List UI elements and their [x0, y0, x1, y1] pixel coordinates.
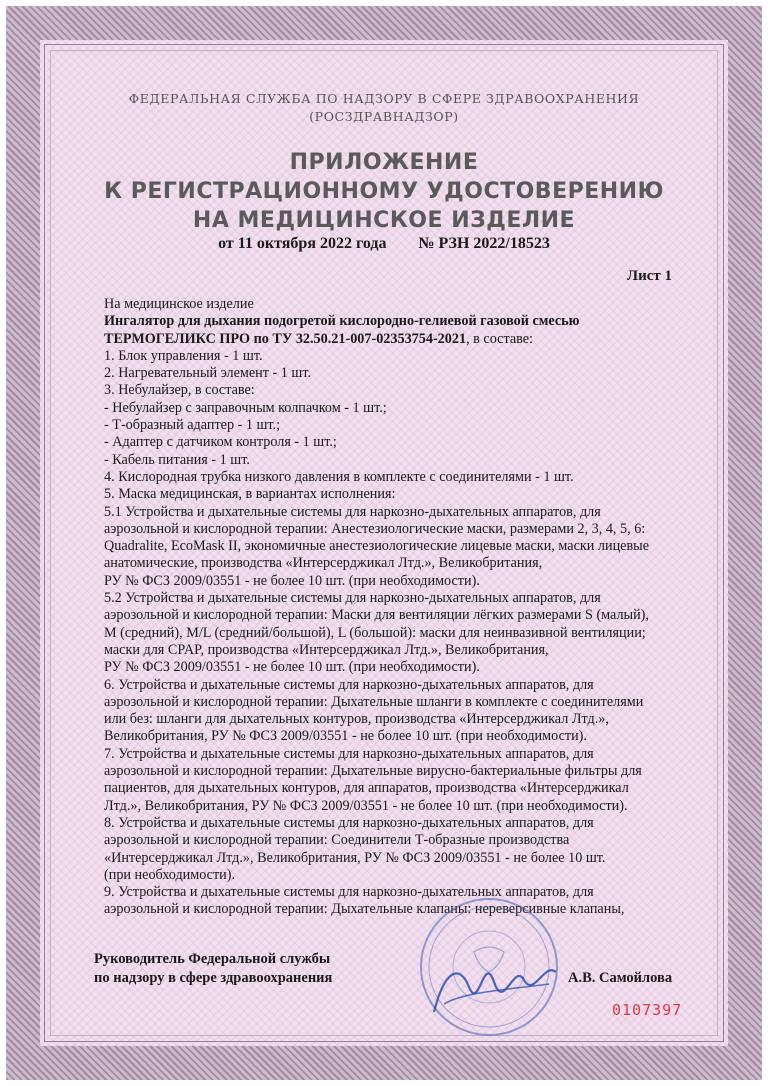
body-line: 2. Нагревательный элемент - 1 шт.: [104, 365, 312, 382]
body-line: маски для CPAP, производства «Интерсерджикал Лтд.», Великобритания,: [104, 641, 549, 658]
body-line: Quadralite, EcoMask II, экономичные анестезиологические лицевые маски, маски лицевые: [104, 538, 649, 555]
body-line: 8. Устройства и дыхательные системы для наркозно-дыхательных аппаратов, для: [104, 814, 594, 831]
body-line: M (средний), M/L (средний/большой), L (большой): маски для неинвазивной вентиляции;: [104, 624, 646, 641]
body-line: 4. Кислородная трубка низкого давления в комплекте с соединителями - 1 шт.: [104, 468, 574, 485]
body-line: Лтд.», Великобритания, РУ № ФСЗ 2009/03551 - не более 10 шт. (при необходимости).: [104, 797, 628, 814]
signatory-position-line-1: Руководитель Федеральной службы: [94, 951, 331, 967]
body-line: Великобритания, РУ № ФСЗ 2009/03551 - не более 10 шт. (при необходимости).: [104, 728, 587, 745]
body-line: 7. Устройства и дыхательные системы для наркозно-дыхательных аппаратов, для: [104, 745, 594, 762]
body-line: 5. Маска медицинская, в вариантах исполнения:: [104, 486, 396, 503]
body-line: 5.1 Устройства и дыхательные системы для наркозно-дыхательных аппаратов, для: [104, 503, 601, 520]
signatory-position: [94, 950, 332, 988]
title-line-3: НА МЕДИЦИНСКОЕ ИЗДЕЛИЕ: [192, 208, 576, 233]
agency-header: [0, 90, 768, 126]
body-line: анатомические, производства «Интерсерджикал Лтд.», Великобритания,: [104, 555, 543, 572]
body-line: 5.2 Устройства и дыхательные системы для наркозно-дыхательных аппаратов, для: [104, 590, 601, 607]
body-line: 9. Устройства и дыхательные системы для наркозно-дыхательных аппаратов, для: [104, 884, 594, 901]
signatory-name: А.В. Самойлова: [568, 970, 673, 986]
body-line: аэрозольной и кислородной терапии: Анестезиологические маски, размерами 2, 3, 4, 5, 6:: [104, 520, 646, 537]
body-line: аэрозольной и кислородной терапии: Дыхательные шланги в комплекте с соединителями: [104, 693, 644, 710]
registration-number: № РЗН 2022/18523: [418, 235, 550, 252]
body-line: РУ № ФСЗ 2009/03551 - не более 10 шт. (при необходимости).: [104, 659, 480, 676]
document-title: [0, 148, 768, 235]
body-line: [104, 331, 694, 348]
body-line: 1. Блок управления - 1 шт.: [104, 347, 263, 364]
body-line: РУ № ФСЗ 2009/03551 - не более 10 шт. (при необходимости).: [104, 572, 480, 589]
registration-line: [0, 235, 768, 253]
body-line: - Кабель питания - 1 шт.: [104, 451, 250, 468]
body-line: аэрозольной и кислородной терапии: Маски для вентиляции лёгких размерами S (малый),: [104, 607, 649, 624]
body-line: пациентов, для дыхательных контуров, для аппаратов, производства «Интерсерджикал: [104, 780, 629, 797]
body-line: - Т-образный адаптер - 1 шт.;: [104, 417, 281, 434]
body-line: «Интерсерджикал Лтд.», Великобритания, РУ № ФСЗ 2009/03551 - не более 10 шт.: [104, 849, 606, 866]
title-line-2: К РЕГИСТРАЦИОННОМУ УДОСТОВЕРЕНИЮ: [104, 179, 664, 204]
product-name-suffix: , в составе:: [466, 330, 533, 347]
official-seal-stamp: [414, 892, 564, 1042]
body-line: - Небулайзер с заправочным колпачком - 1 шт.;: [104, 399, 387, 416]
signatory-position-line-2: по надзору в сфере здравоохранения: [94, 970, 333, 986]
agency-abbreviation: (РОСЗДРАВНАДЗОР): [309, 109, 459, 124]
registration-date: от 11 октября 2022 года: [218, 235, 387, 252]
product-name-bold: ТЕРМОГЕЛИКС ПРО по ТУ 32.50.21-007-02353754-2021: [104, 330, 467, 347]
body-line: (при необходимости).: [104, 866, 236, 883]
body-line: Ингалятор для дыхания подогретой кислородно-гелиевой газовой смесью: [104, 313, 580, 330]
document-body: [104, 296, 694, 919]
title-line-1: ПРИЛОЖЕНИЕ: [289, 150, 479, 175]
body-line: 6. Устройства и дыхательные системы для наркозно-дыхательных аппаратов, для: [104, 676, 594, 693]
body-line: аэрозольной и кислородной терапии: Соединители Т-образные производства: [104, 832, 570, 849]
body-line: На медицинское изделие: [104, 296, 254, 312]
body-line: или без: шланги для дыхательных контуров, производства «Интерсерджикал Лтд.»,: [104, 711, 609, 728]
body-line: 3. Небулайзер, в составе:: [104, 382, 255, 399]
sheet-number: Лист 1: [626, 268, 672, 284]
body-line: - Адаптер с датчиком контроля - 1 шт.;: [104, 434, 337, 451]
agency-name: ФЕДЕРАЛЬНАЯ СЛУЖБА ПО НАДЗОРУ В СФЕРЕ ЗДРАВООХРАНЕНИЯ: [128, 91, 640, 106]
body-line: аэрозольной и кислородной терапии: Дыхательные клапаны: нереверсивные клапаны,: [104, 901, 625, 918]
body-line: аэрозольной и кислородной терапии: Дыхательные вирусно-бактериальные фильтры для: [104, 763, 642, 780]
form-serial-number: 0107397: [612, 1001, 683, 1019]
